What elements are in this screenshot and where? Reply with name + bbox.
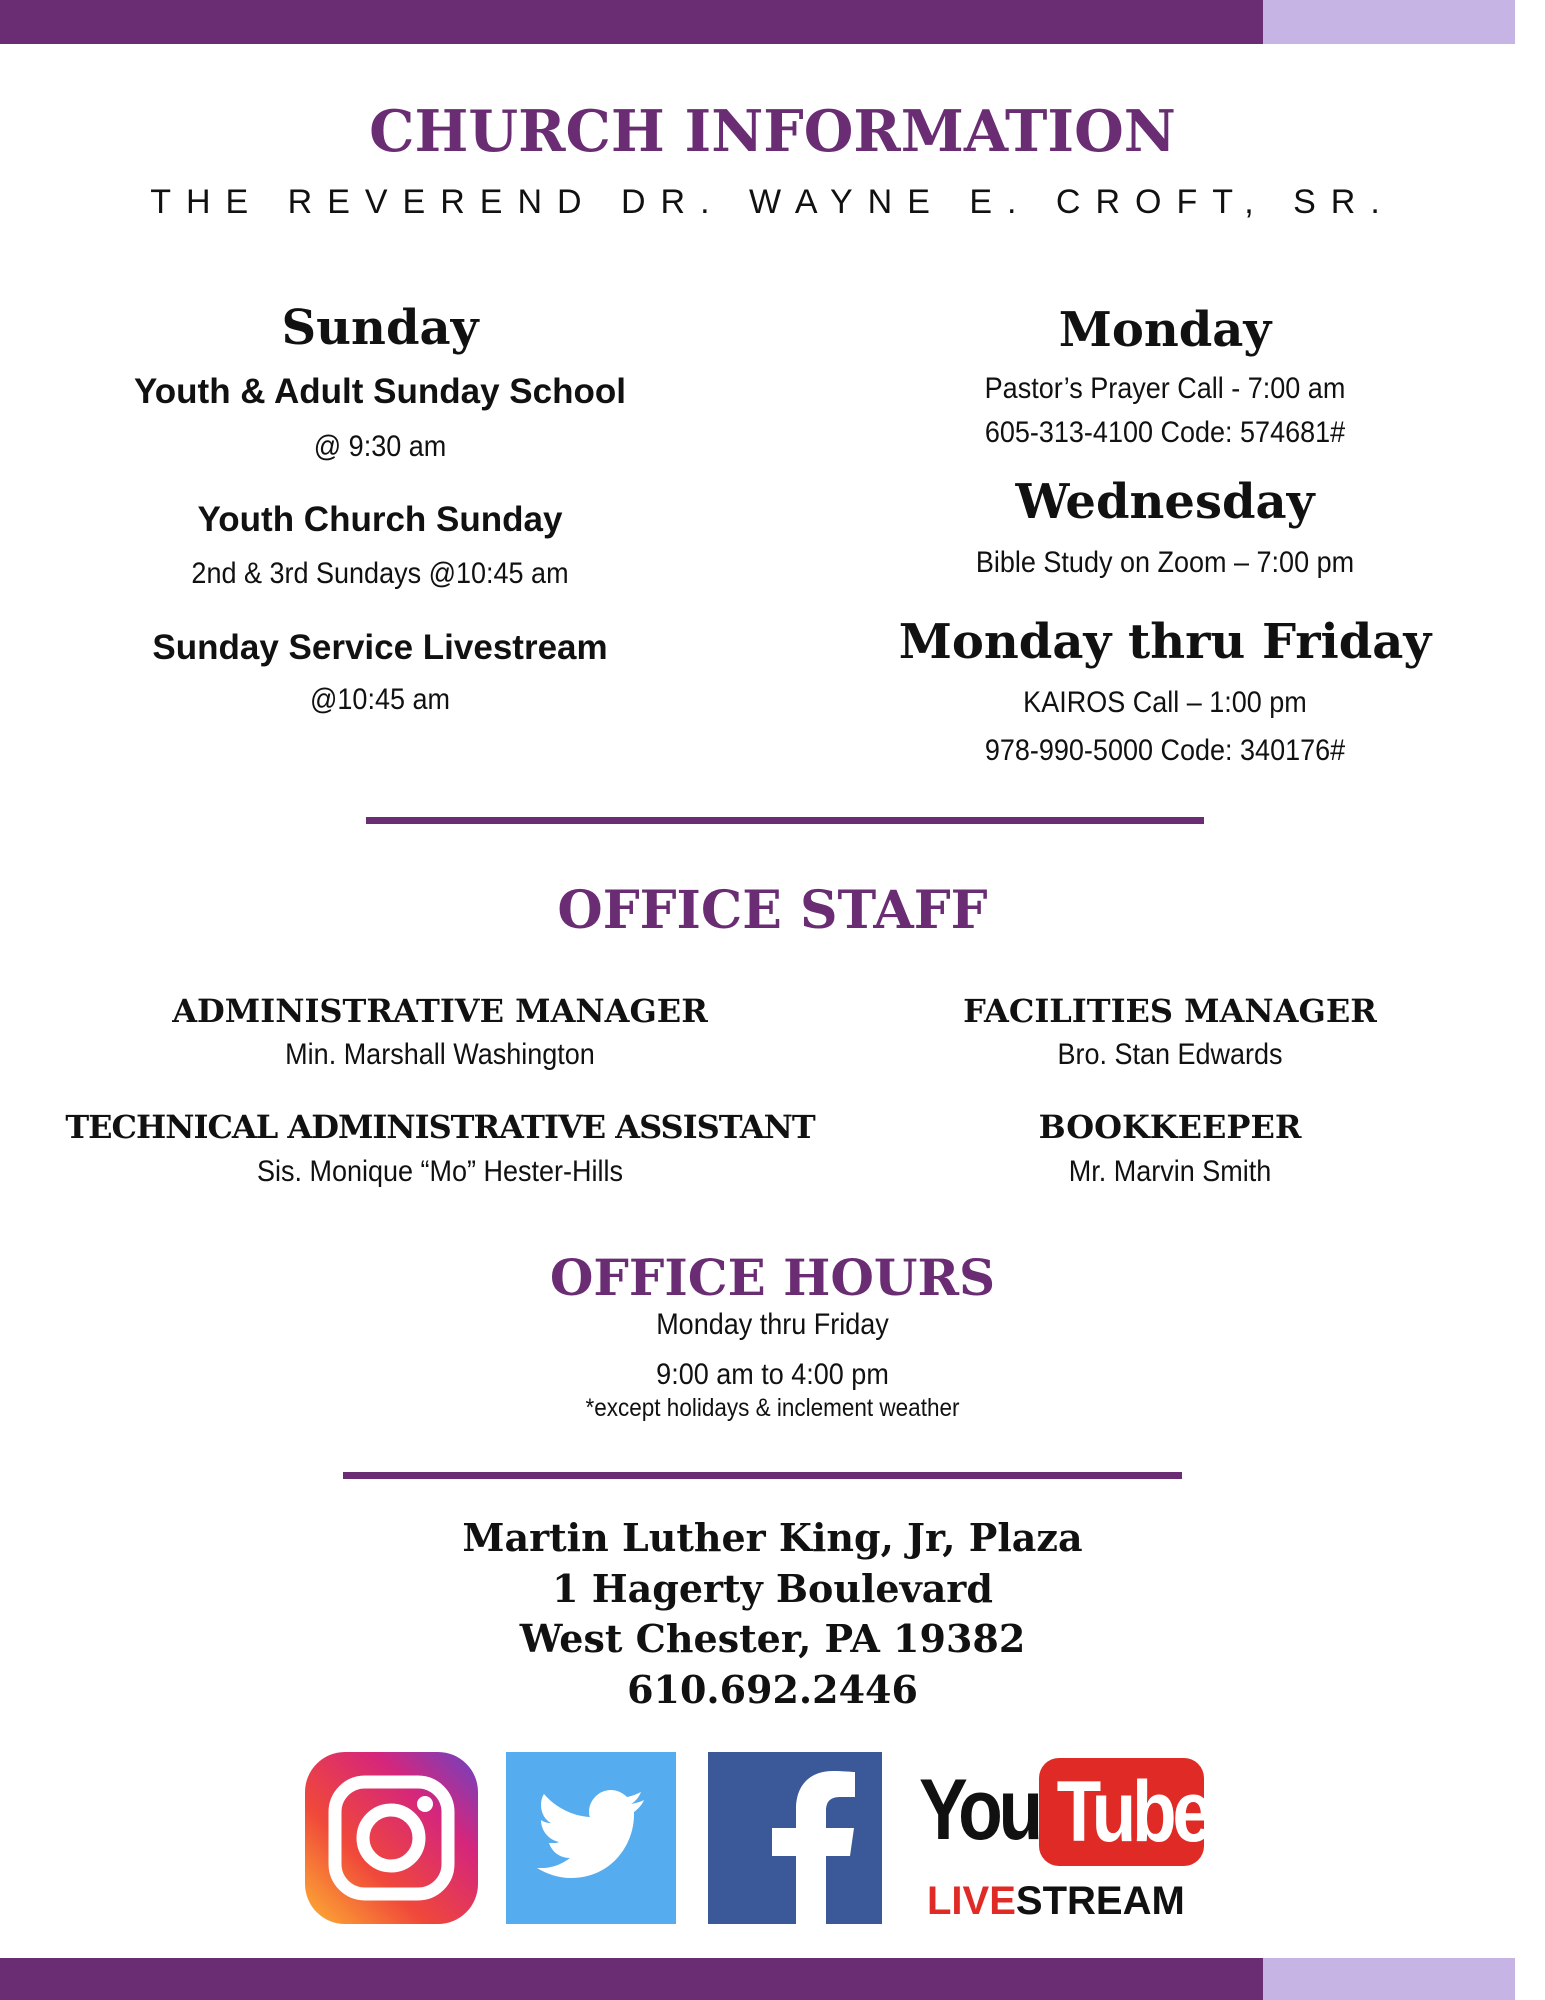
youtube-icon[interactable] (912, 1752, 1212, 1924)
section-divider-2 (343, 1472, 1182, 1479)
sunday-heading: Sunday (281, 300, 479, 356)
staff-role-tech-assistant: TECHNICAL ADMINISTRATIVE ASSISTANT (65, 1108, 815, 1146)
livestream-name: Sunday Service Livestream (152, 628, 608, 667)
top-accent-bar-light (1263, 0, 1515, 44)
facebook-icon[interactable] (708, 1752, 882, 1924)
livestream-time: @10:45 am (309, 683, 450, 716)
top-accent-bar (0, 0, 1263, 44)
youtube-tube-text: Tube (1056, 1764, 1209, 1860)
livestream-stream-text: STREAM (1015, 1879, 1185, 1923)
pastor-name: THE REVEREND DR. WAYNE E. CROFT, SR. (150, 183, 1395, 221)
wednesday-heading: Wednesday (1015, 474, 1315, 530)
livestream-label (927, 1880, 1212, 1922)
monday-line2: 605-313-4100 Code: 574681# (984, 416, 1346, 449)
instagram-icon[interactable] (305, 1752, 478, 1924)
weekdays-line2: 978-990-5000 Code: 340176# (984, 734, 1346, 767)
twitter-icon[interactable] (506, 1752, 676, 1924)
staff-name-admin-manager: Min. Marshall Washington (285, 1038, 595, 1071)
sunday-school-time: @ 9:30 am (313, 430, 447, 463)
youth-church-name: Youth Church Sunday (197, 500, 563, 539)
address-line1: Martin Luther King, Jr, Plaza (462, 1515, 1083, 1560)
weekdays-heading: Monday thru Friday (898, 614, 1432, 670)
address-line3: West Chester, PA 19382 (519, 1616, 1026, 1661)
monday-heading: Monday (1058, 302, 1272, 358)
staff-role-bookkeeper: BOOKKEEPER (1038, 1108, 1302, 1146)
phone-number: 610.692.2446 (627, 1667, 918, 1712)
staff-role-facilities-manager: FACILITIES MANAGER (963, 992, 1377, 1030)
youtube-you-text: You (919, 1762, 1039, 1858)
youtube-tube-box (1039, 1758, 1209, 1866)
staff-role-admin-manager: ADMINISTRATIVE MANAGER (172, 992, 708, 1030)
wednesday-line1: Bible Study on Zoom – 7:00 pm (975, 546, 1355, 579)
office-staff-title: OFFICE STAFF (557, 880, 988, 941)
bottom-accent-bar (0, 1958, 1263, 2000)
office-hours-time: 9:00 am to 4:00 pm (656, 1358, 889, 1391)
sunday-school-name: Youth & Adult Sunday School (134, 372, 626, 411)
bottom-accent-bar-light (1263, 1958, 1515, 2000)
staff-name-bookkeeper: Mr. Marvin Smith (1068, 1155, 1272, 1188)
monday-line1: Pastor’s Prayer Call - 7:00 am (984, 372, 1346, 405)
staff-name-facilities-manager: Bro. Stan Edwards (1057, 1038, 1283, 1071)
weekdays-line1: KAIROS Call – 1:00 pm (1023, 686, 1307, 719)
section-divider (366, 817, 1204, 824)
livestream-live-text: LIVE (927, 1879, 1016, 1923)
office-hours-days: Monday thru Friday (656, 1308, 889, 1341)
page-title: CHURCH INFORMATION (369, 98, 1176, 165)
office-hours-title: OFFICE HOURS (549, 1248, 996, 1307)
office-hours-note: *except holidays & inclement weather (585, 1394, 960, 1422)
staff-name-tech-assistant: Sis. Monique “Mo” Hester-Hills (256, 1155, 624, 1188)
youth-church-time: 2nd & 3rd Sundays @10:45 am (191, 557, 569, 590)
address-line2: 1 Hagerty Boulevard (552, 1566, 993, 1611)
